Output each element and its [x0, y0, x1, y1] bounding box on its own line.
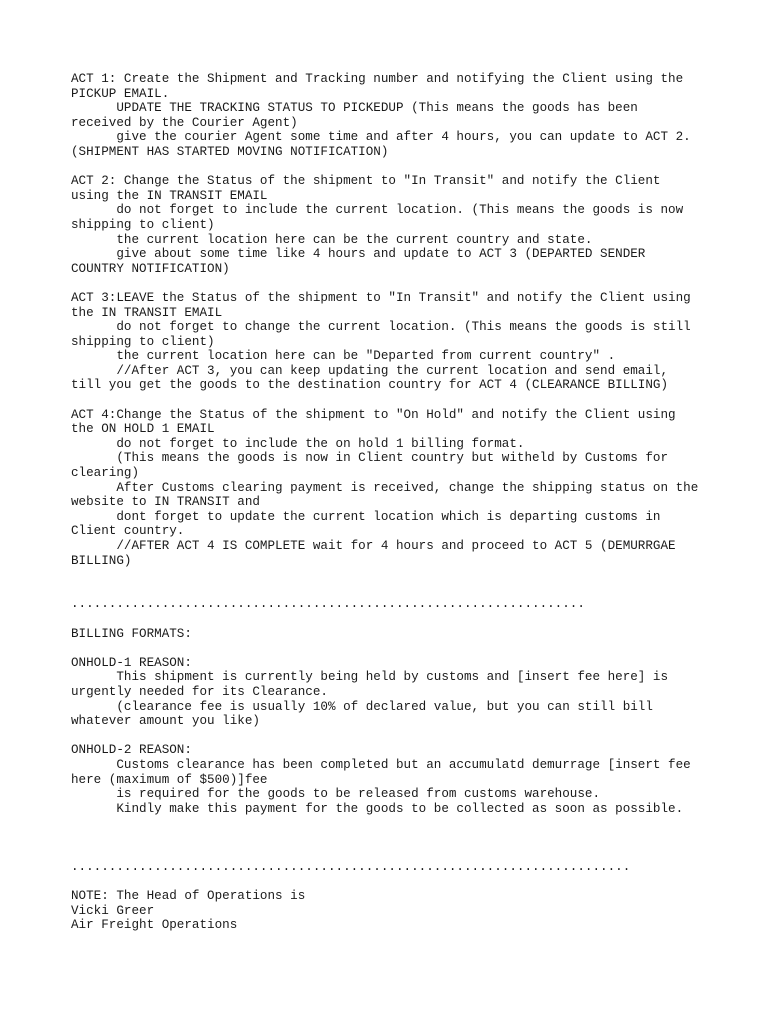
act-4-line: the ON HOLD 1 EMAIL [71, 422, 215, 437]
act-3-line: //After ACT 3, you can keep updating the current location and send email, [71, 363, 669, 378]
note-line: Air Freight Operations [71, 918, 238, 933]
act-1-line: ACT 1: Create the Shipment and Tracking number and notifying the Client using the [71, 72, 684, 86]
act-1-line: give the courier Agent some time and after 4 hours, you can update to ACT 2. [71, 130, 691, 145]
spacer [71, 641, 731, 656]
act-4-section [71, 408, 731, 569]
act-4-line: BILLING) [71, 553, 132, 568]
onhold-2-section [71, 743, 731, 816]
act-2-line: using the IN TRANSIT EMAIL [71, 188, 268, 203]
note-line: NOTE: The Head of Operations is [71, 889, 306, 904]
onhold-1-line: This shipment is currently being held by customs and [insert fee here] is [71, 670, 669, 685]
spacer [71, 568, 731, 597]
spacer [71, 816, 731, 860]
act-4-line: //AFTER ACT 4 IS COMPLETE wait for 4 hours and proceed to ACT 5 (DEMURRGAE [71, 539, 676, 553]
act-3-section [71, 291, 731, 393]
onhold-2-line: Customs clearance has been completed but an accumulatd demurrage [insert fee [71, 757, 691, 772]
act-4-line: clearing) [71, 466, 140, 481]
act-4-line: ACT 4:Change the Status of the shipment to "On Hold" and notify the Client using [71, 407, 676, 422]
act-2-section [71, 174, 731, 276]
act-1-line: received by the Courier Agent) [71, 115, 298, 130]
onhold-2-line: here (maximum of $500)]fee [71, 772, 268, 787]
spacer [71, 875, 731, 890]
act-2-line: shipping to client) [71, 217, 215, 232]
act-4-line: website to IN TRANSIT and [71, 495, 260, 510]
act-3-line: the IN TRANSIT EMAIL [71, 305, 223, 320]
dotted-separator: .................................................................... [71, 597, 585, 612]
act-2-line: do not forget to include the current location. (This means the goods is now [71, 203, 684, 218]
act-4-line: Client country. [71, 524, 185, 539]
spacer [71, 729, 731, 744]
document-page [71, 72, 731, 933]
billing-formats-heading: BILLING FORMATS: [71, 626, 192, 641]
spacer [71, 276, 731, 291]
act-1-line: PICKUP EMAIL. [71, 86, 170, 101]
act-3-line: do not forget to change the current location. (This means the goods is still [71, 320, 691, 335]
onhold-1-line: whatever amount you like) [71, 714, 260, 729]
onhold-2-line: Kindly make this payment for the goods to be collected as soon as possible. [71, 801, 684, 816]
act-2-line: ACT 2: Change the Status of the shipment to "In Transit" and notify the Client [71, 174, 661, 189]
act-3-line: ACT 3:LEAVE the Status of the shipment to "In Transit" and notify the Client using [71, 290, 691, 305]
act-4-line: After Customs clearing payment is received, change the shipping status on the [71, 480, 699, 495]
act-3-line: the current location here can be "Departed from current country" . [71, 349, 616, 364]
spacer [71, 612, 731, 627]
act-2-line: COUNTRY NOTIFICATION) [71, 261, 230, 276]
onhold-1-line: ONHOLD-1 REASON: [71, 655, 192, 670]
act-4-line: do not forget to include the on hold 1 billing format. [71, 436, 525, 451]
act-3-line: shipping to client) [71, 334, 215, 349]
onhold-2-line: ONHOLD-2 REASON: [71, 743, 192, 758]
onhold-1-line: (clearance fee is usually 10% of declared value, but you can still bill [71, 699, 653, 714]
act-3-line: till you get the goods to the destination country for ACT 4 (CLEARANCE BILLING) [71, 378, 669, 393]
note-line: Vicki Greer [71, 903, 155, 918]
act-1-line: (SHIPMENT HAS STARTED MOVING NOTIFICATION) [71, 144, 389, 159]
act-4-line: dont forget to update the current location which is departing customs in [71, 509, 661, 524]
onhold-1-section [71, 656, 731, 729]
act-2-line: give about some time like 4 hours and update to ACT 3 (DEPARTED SENDER [71, 247, 646, 262]
note-section [71, 889, 731, 933]
onhold-2-line: is required for the goods to be released from customs warehouse. [71, 787, 601, 802]
dotted-separator: .......................................................................... [71, 860, 631, 875]
act-1-section [71, 72, 731, 160]
act-2-line: the current location here can be the current country and state. [71, 232, 593, 247]
act-1-line: UPDATE THE TRACKING STATUS TO PICKEDUP (This means the goods has been [71, 101, 638, 116]
act-4-line: (This means the goods is now in Client country but witheld by Customs for [71, 451, 669, 466]
spacer [71, 393, 731, 408]
spacer [71, 160, 731, 175]
onhold-1-line: urgently needed for its Clearance. [71, 684, 328, 699]
